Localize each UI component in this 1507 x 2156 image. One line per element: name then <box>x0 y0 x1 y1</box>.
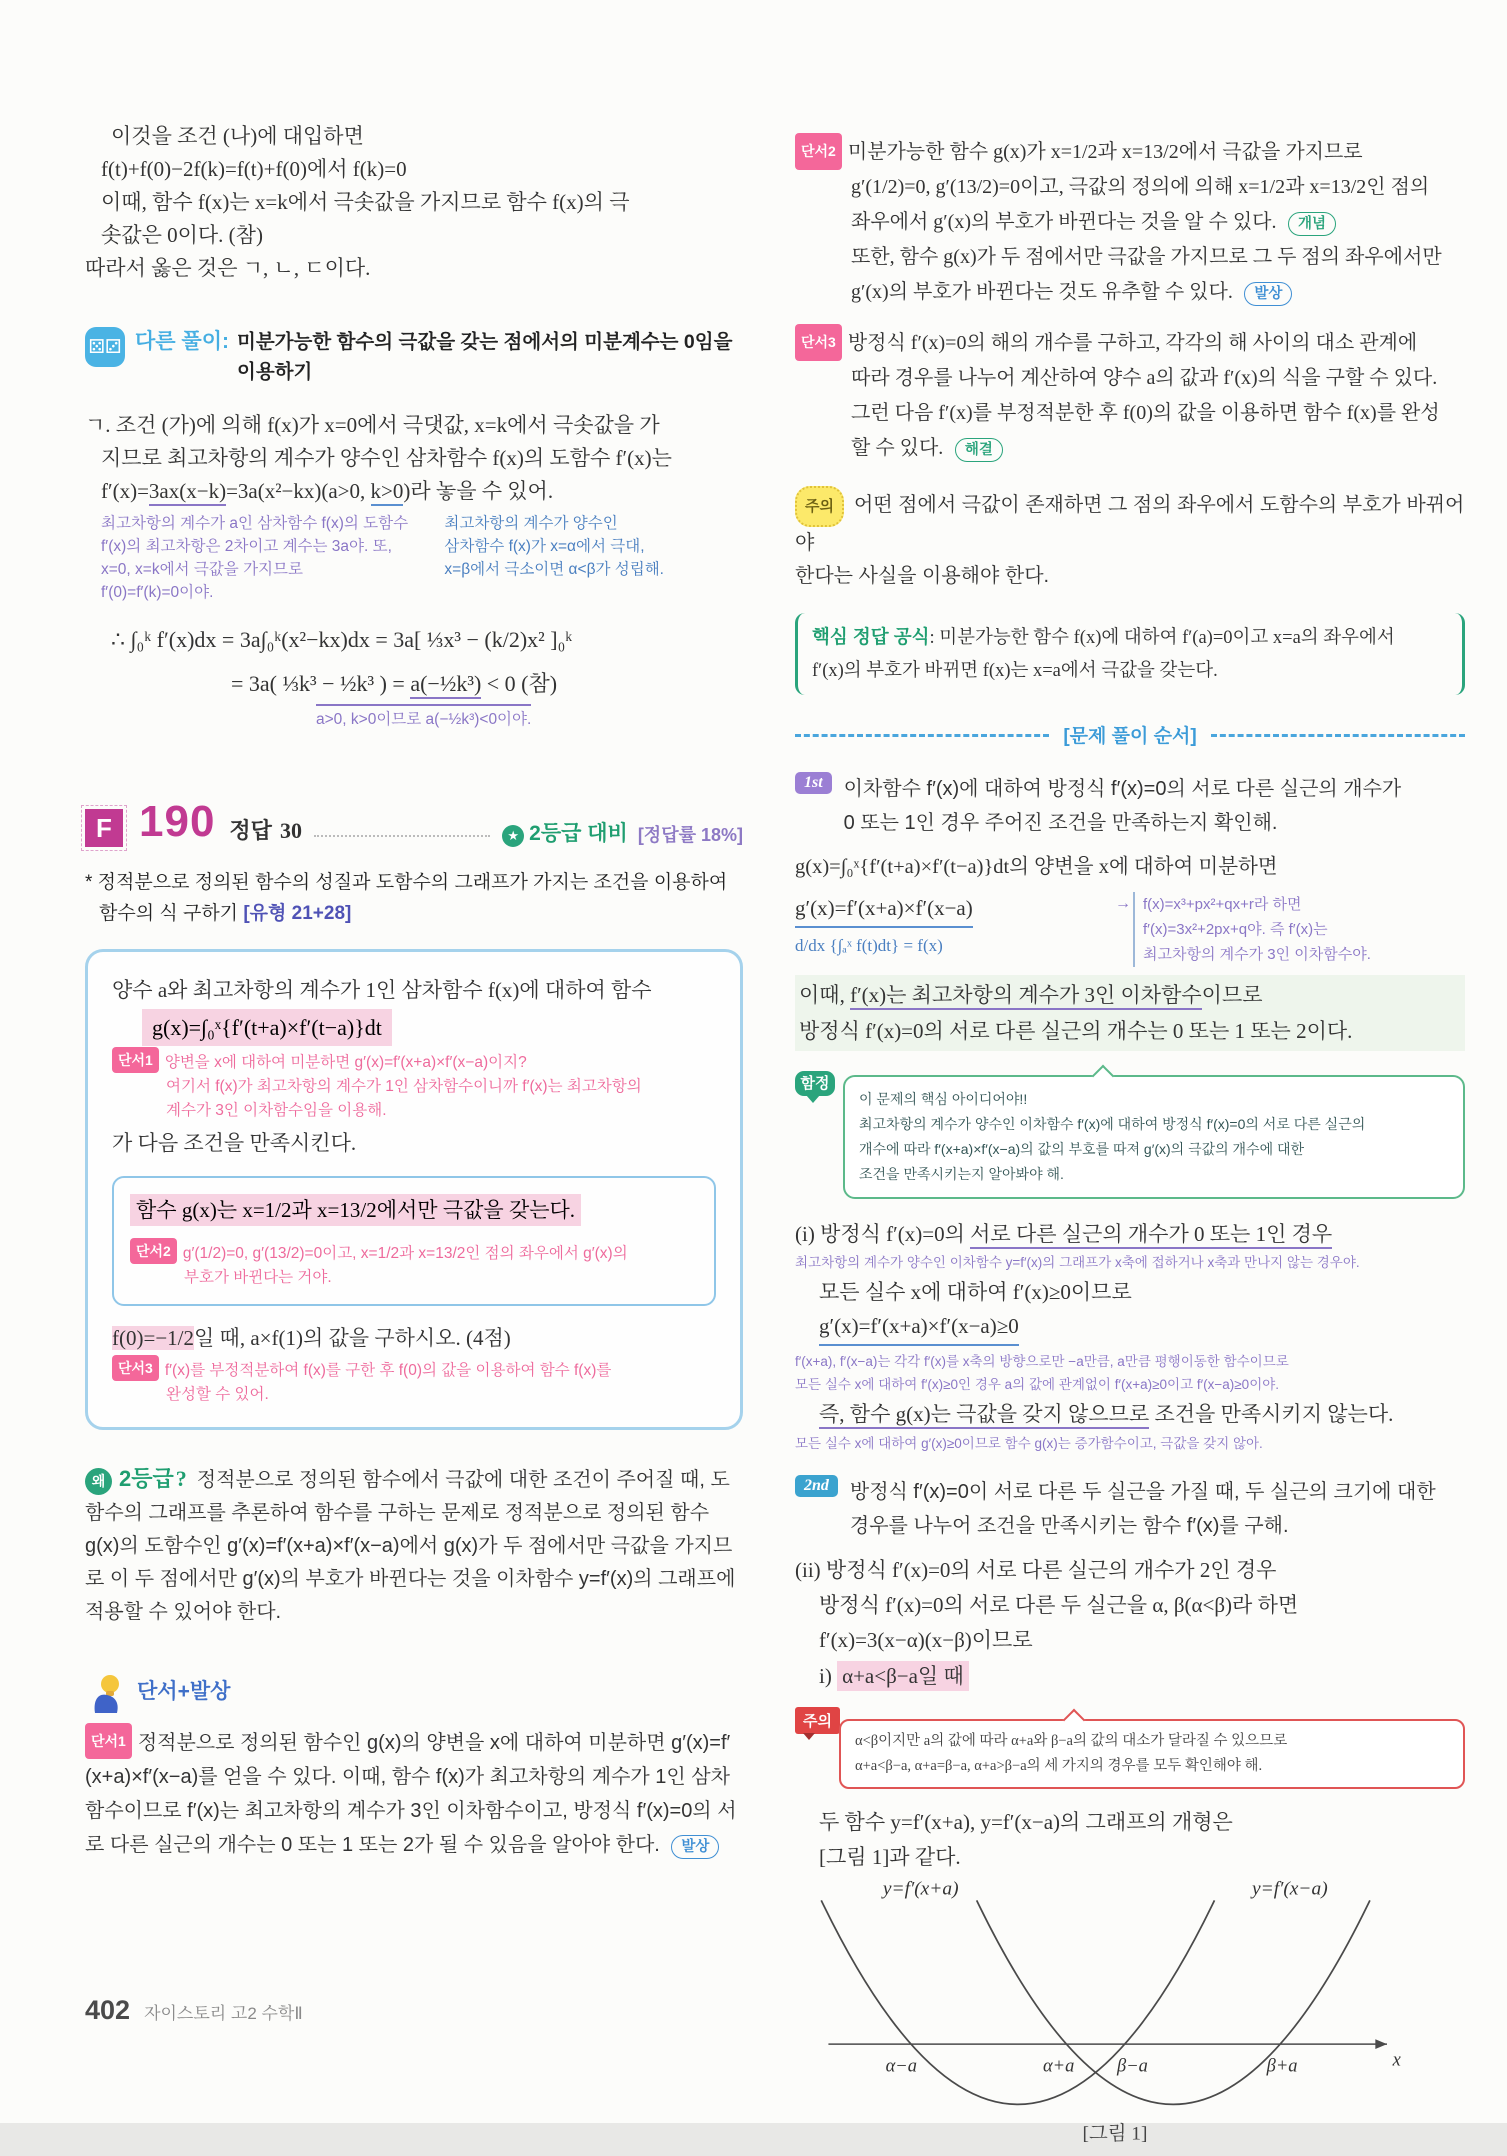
trap-section <box>795 1075 1465 1199</box>
caution-note <box>795 486 1465 593</box>
caution2-section <box>795 1713 1465 1789</box>
underlined-math: a(−½k³) <box>410 671 481 699</box>
tick-beta-plus-a: β+a <box>1266 2055 1298 2076</box>
dice-icon: ⚄⚂ <box>85 327 125 367</box>
why-grade2-section <box>85 1462 743 1629</box>
parabola-f-prime-x-plus-a <box>821 1900 1214 2104</box>
inequality-wrap <box>795 1310 1465 1346</box>
caution2-bubble <box>839 1719 1465 1789</box>
math-seg: < 0 (참) <box>481 671 558 696</box>
text-line: 따라서 옳은 것은 ㄱ, ㄴ, ㄷ이다. <box>85 256 371 280</box>
caution2-line: α<β이지만 a의 값에 따라 α+a와 β−a의 값의 대소가 달라질 수 있으므로 <box>855 1733 1288 1749</box>
tick-alpha-plus-a: α+a <box>1042 2055 1075 2076</box>
text-seg: (i) 방정식 f′(x)=0의 <box>795 1222 971 1246</box>
dashed-rule <box>1211 733 1465 737</box>
answer-label: 정답 <box>229 818 272 843</box>
key-formula-title: 핵심 정답 공식 <box>812 626 930 647</box>
clue1-note <box>112 1047 716 1123</box>
curve-label-left: y=f′(x+a) <box>882 1878 959 1900</box>
math-line <box>85 475 743 508</box>
math-seg: = 3a( ⅓k³ − ½k³ ) = <box>231 671 411 696</box>
note-line: f′(x)의 최고차항은 2차이고 계수는 3a야. 또, <box>101 538 392 555</box>
dashed-rule <box>795 733 1049 737</box>
text-line: (ii) 방정식 f′(x)=0의 서로 다른 실근의 개수가 2인 경우 <box>795 1558 1277 1582</box>
text-line: 한다는 사실을 이용해야 한다. <box>795 565 1050 587</box>
clue-idea-section <box>85 1671 743 1862</box>
condition-box <box>112 1176 716 1306</box>
topic-text-1: * 정적분으로 정의된 함수의 성질과 도함수의 그래프가 가지는 조건을 이용하여 <box>85 872 728 893</box>
text-line: 모든 실수 x에 대하여 f′(x)≥0이므로 <box>819 1280 1132 1304</box>
alt-title-line1: 미분가능한 함수의 극값을 갖는 점에서의 미분계수는 0임을 <box>236 331 733 353</box>
text-line: ㄱ. 조건 (가)에 의해 f(x)가 x=0에서 극댓값, x=k에서 극솟값을 가 <box>85 413 660 437</box>
math-line: g(x)=∫₀ˣ{f′(t+a)×f′(t−a)}dt의 양변을 x에 대하여 미분하면 <box>795 856 1278 878</box>
text-seg: 방정식 f′(x)=0의 해의 개수를 구하고, 각각의 해 사이의 대소 관계에 <box>847 332 1418 354</box>
why-grade2-body <box>85 1462 743 1629</box>
text-line: 솟값은 0이다. (참) <box>101 223 263 247</box>
note-line: 최고차항의 계수가 3인 이차함수야. <box>1143 946 1371 963</box>
text-seg: 할 수 있다. <box>851 437 944 459</box>
text-seg: g′(x)의 부호가 바뀐다는 것도 유추할 수 있다. <box>851 281 1233 303</box>
derivative-note <box>1115 892 1371 967</box>
parabola-figure <box>795 1879 1435 2151</box>
alt-solution-header <box>85 327 743 387</box>
clue3-note <box>112 1355 716 1407</box>
underlined-text: 서로 다른 실근의 개수가 0 또는 1인 경우 <box>970 1222 1332 1249</box>
text-seg: i) <box>819 1664 838 1688</box>
text-seg: 이때, <box>799 983 851 1007</box>
dotted-leader <box>314 813 490 837</box>
solution-order-divider <box>795 721 1465 748</box>
answer-value: 30 <box>279 818 302 843</box>
alt-title-line2: 이용하기 <box>236 361 313 383</box>
annotation-row <box>85 512 743 604</box>
annotation-left <box>85 512 444 604</box>
text-seg: 이므로 <box>1201 983 1263 1007</box>
clue-idea-header <box>85 1671 743 1713</box>
question-line <box>112 1322 716 1355</box>
math-seg: )라 놓을 수 있어. <box>403 479 554 503</box>
text-line: 방정식 f′(x)=0의 서로 다른 실근의 개수는 0 또는 1 또는 2이다. <box>799 1019 1353 1043</box>
question-rest: 일 때, a×f(1)의 값을 구하시오. (4점) <box>194 1326 511 1350</box>
case-i-section <box>795 1217 1465 1455</box>
clue3-badge: 단서3 <box>795 324 842 361</box>
note-line: 최고차항의 계수가 양수인 이차함수 y=f′(x)의 그래프가 x축에 접하거나 x축과 만나지 않는 경우야. <box>795 1255 1360 1270</box>
note-line: 최고차항의 계수가 양수인 <box>444 515 618 532</box>
idea-icon <box>85 1671 127 1713</box>
idea-end-badge: 발상 <box>671 1835 719 1859</box>
text-seg: 좌우에서 g′(x)의 부호가 바뀐다는 것을 알 수 있다. <box>851 211 1277 233</box>
parabola-f-prime-x-minus-a <box>977 1900 1370 2104</box>
math-line <box>111 664 743 704</box>
insight-badge: 발상 <box>1244 282 1292 306</box>
clue2-badge: 단서2 <box>795 133 842 170</box>
inequality-formula: g′(x)=f′(x+a)×f′(x−a)≥0 <box>819 1310 1019 1346</box>
tick-beta-minus-a: β−a <box>1117 2055 1148 2076</box>
note-line: 삼차함수 f(x)가 x=α에서 극대, <box>444 538 645 555</box>
axis-label-x: x <box>1392 2049 1401 2070</box>
clue-text: 부호가 바뀐다는 거야. <box>184 1269 332 1286</box>
clue3-badge: 단서3 <box>112 1355 159 1381</box>
derivative-row <box>795 892 1465 967</box>
text-line: 방정식 f′(x)=0의 서로 다른 두 실근을 α, β(α<β)라 하면 <box>819 1593 1299 1617</box>
text-line: 두 함수 y=f′(x+a), y=f′(x−a)의 그래프의 개형은 <box>819 1810 1233 1834</box>
math-seg: =3a(x²−kx)(a>0, <box>226 479 371 503</box>
clue-text: 완성할 수 있어. <box>166 1386 269 1403</box>
integral-derivation <box>85 620 743 731</box>
solution-intro <box>85 120 743 285</box>
text-line: 그런 다음 f′(x)를 부정적분한 후 f(0)의 값을 이용하면 함수 f(x)를 완성 <box>851 402 1440 424</box>
note-wrap <box>111 704 743 731</box>
math-line: ∴ ∫₀ᵏ f′(x)dx = 3a∫₀ᵏ(x²−kx)dx = 3a[ ⅓x³ − (k/2)x² ]₀ᵏ <box>111 627 573 652</box>
answer-rate: [정답률 18%] <box>637 825 743 845</box>
trap-line: 개수에 따라 f′(x+a)×f′(x−a)의 값의 부호를 따져 g′(x)의 극값의 개수에 대한 <box>859 1141 1305 1157</box>
clue2-note <box>130 1238 698 1290</box>
text-line <box>795 275 1465 310</box>
clue-idea-body <box>85 1723 743 1862</box>
note-line: 모든 실수 x에 대하여 g′(x)≥0이므로 함수 g(x)는 증가함수이고, 극값을 갖지 않아. <box>795 1436 1263 1451</box>
underlined-text: f′(x)는 최고차항의 계수가 3인 이차함수 <box>850 983 1202 1010</box>
text-seg: 조건을 만족시키지 않는다. <box>1149 1402 1394 1426</box>
grade-label: 2등급 대비 <box>529 822 628 845</box>
step1-badge: 1st <box>795 772 832 794</box>
note-line: f(x)=x³+px²+qx+r라 하면 <box>1143 896 1302 913</box>
clue-text: 여기서 f(x)가 최고차항의 계수가 1인 삼차함수이니까 f′(x)는 최고차항의 <box>166 1078 642 1095</box>
step-text: 경우를 나누어 조건을 만족시키는 함수 f′(x)를 구해. <box>849 1515 1289 1537</box>
note-line: f′(x+a), f′(x−a)는 각각 f′(x)를 x축의 방향으로만 −a만큼, a만큼 평행이동한 함수이므로 <box>795 1354 1289 1369</box>
text-line <box>795 431 1465 466</box>
clue1-badge: 단서1 <box>112 1047 159 1073</box>
question-highlight: f(0)=−1/2 <box>112 1326 195 1350</box>
formula-wrap <box>142 1015 716 1041</box>
key-formula-box <box>795 613 1465 695</box>
solution-order-label: [문제 풀이 순서] <box>1063 726 1197 747</box>
topic-seg: 함수의 식 구하기 <box>99 903 244 924</box>
text-line <box>795 205 1465 240</box>
step2-section <box>795 1475 1465 1543</box>
topic-type-tag: [유형 21+28] <box>243 903 352 924</box>
problem-header <box>85 797 743 847</box>
problem-text: 양수 a와 최고차항의 계수가 1인 삼차함수 f(x)에 대하여 함수 <box>112 978 652 1002</box>
x-axis-arrow <box>1375 2039 1387 2049</box>
topic-line <box>85 867 743 929</box>
derivative-formula: g′(x)=f′(x+a)×f′(x−a) <box>795 892 973 928</box>
derivative-rule-note: d/dx {∫ₐˣ f(t)dt} = f(x) <box>795 936 943 955</box>
note-line: f′(0)=f′(k)=0이야. <box>101 584 214 601</box>
right-column <box>795 0 1465 2156</box>
problem-number: 190 <box>139 797 216 846</box>
text-line: 지므로 최고차항의 계수가 양수인 삼차함수 f(x)의 도함수 f′(x)는 <box>101 446 672 470</box>
alt-solution-body <box>85 409 743 731</box>
key-formula-text: : 미분가능한 함수 f(x)에 대하여 f′(a)=0이고 x=a의 좌우에서 <box>929 628 1395 648</box>
curve-label-right: y=f′(x−a) <box>1252 1878 1328 1900</box>
text-seg: 미분가능한 함수 g(x)가 x=1/2과 x=13/2에서 극값을 가지므로 <box>847 141 1363 163</box>
step-text: 0 또는 1인 경우 주어진 조건을 만족하는지 확인해. <box>843 812 1278 834</box>
graph-intro <box>795 1805 1465 1875</box>
conclusion-lines <box>795 975 1465 1051</box>
underlined-math: 3ax(x−k) <box>149 479 226 506</box>
derivative-left <box>795 892 1115 967</box>
step2-badge: 2nd <box>795 1475 838 1497</box>
condition-text: 함수 g(x)는 x=1/2과 x=13/2에서만 극값을 갖는다. <box>130 1194 581 1226</box>
page-number: 402 <box>85 1995 131 2025</box>
alt-solution-title <box>237 327 732 387</box>
step-text: 방정식 f′(x)=0이 서로 다른 두 실근을 가질 때, 두 실근의 크기에 대한 <box>849 1481 1436 1503</box>
text-line: [그림 1]과 같다. <box>819 1845 961 1869</box>
solve-badge: 해결 <box>955 438 1003 462</box>
case-ii-section <box>795 1553 1465 1695</box>
star-icon: ★ <box>502 825 524 847</box>
clue3-explained <box>795 324 1465 466</box>
note-line: a>0, k>0이므로 a(−½k³)<0이야. <box>316 704 531 731</box>
subcase-highlight: α+a<β−a일 때 <box>837 1661 969 1691</box>
idea-text: 정적분으로 정의된 함수인 g(x)의 양변을 x에 대하여 미분하면 g′(x)=f′(x+a)×f′(x−a)를 얻을 수 있다. 이때, 함수 f(x)가 최고차항의 계수가 1인 삼차함수이므로 f′(x)는 최고차항의 계수가 3인 이차함수이고, 방정식 f′(x)=0의 서로 다른 실근의 개수는 0 또는 1 또는 2가 될 수 있음을 알아야 한다. <box>85 1732 737 1856</box>
clue-idea-title: 단서+발상 <box>137 1680 231 1703</box>
text-line: f′(x)=3(x−α)(x−β)이므로 <box>819 1628 1033 1652</box>
caution-badge: 주의 <box>795 486 844 527</box>
alt-solution-label: 다른 풀이: <box>135 330 229 353</box>
trap-bubble <box>843 1075 1465 1199</box>
caution2-badge: 주의 <box>795 1707 840 1734</box>
text-line: g′(1/2)=0, g′(13/2)=0이고, 극값의 정의에 의해 x=1/2과 x=13/2인 점의 <box>851 176 1430 198</box>
book-title: 자이스토리 고2 수학Ⅱ <box>144 2004 303 2023</box>
concept-badge: 개념 <box>1288 212 1336 236</box>
underlined-text: 즉, 함수 g(x)는 극값을 갖지 않으므로 <box>819 1402 1149 1429</box>
trap-line: 조건을 만족시키는지 알아봐야 해. <box>859 1166 1064 1182</box>
problem-text: 가 다음 조건을 만족시킨다. <box>112 1131 357 1155</box>
clue-text: 계수가 3인 이차함수임을 이용해. <box>166 1102 387 1119</box>
text-line: 따라 경우를 나누어 계산하여 양수 a의 값과 f′(x)의 식을 구할 수 있다. <box>851 367 1438 389</box>
math-line: f(t)+f(0)−2f(k)=f(t)+f(0)에서 f(k)=0 <box>101 157 407 181</box>
trap-line: 최고차항의 계수가 양수인 이차함수 f′(x)에 대하여 방정식 f′(x)=0의 서로 다른 실근의 <box>859 1116 1366 1132</box>
page-footer <box>85 1995 303 2026</box>
trap-line: 이 문제의 핵심 아이디어야!! <box>859 1091 1028 1107</box>
text-line: 이때, 함수 f(x)는 x=k에서 극솟값을 가지므로 함수 f(x)의 극 <box>101 190 630 214</box>
idea-clue1-badge: 단서1 <box>85 1723 132 1759</box>
text-line: 또한, 함수 g(x)가 두 점에서만 극값을 가지므로 그 두 점의 좌우에서만 <box>851 246 1442 268</box>
figure-1 <box>795 1879 1465 2156</box>
figure-caption: [그림 1] <box>1082 2123 1148 2145</box>
note-line: x=β에서 극소이면 α<β가 성립해. <box>444 561 664 578</box>
note-line: f′(x)=3x²+2px+q야. 즉 f′(x)는 <box>1143 921 1328 938</box>
clue2-explained <box>795 133 1465 310</box>
why-title: 2등급 <box>119 1466 174 1491</box>
problem-letter-badge: F <box>85 809 123 847</box>
defined-integral-formula: g(x)=∫₀ˣ{f′(t+a)×f′(t−a)}dt <box>142 1009 392 1046</box>
underlined-math: k>0 <box>371 479 404 506</box>
why-question-mark: ? <box>175 1466 187 1491</box>
key-formula-text: f′(x)의 부호가 바뀌면 f(x)는 x=a에서 극값을 갖는다. <box>812 661 1218 681</box>
caution2-line: α+a<β−a, α+a=β−a, α+a>β−a의 세 가지의 경우를 모두 확인해야 해. <box>855 1758 1263 1774</box>
problem-box <box>85 949 743 1430</box>
annotation-right <box>444 512 743 604</box>
condition-wrap <box>130 1192 698 1228</box>
note-line: 모든 실수 x에 대하여 f′(x)≥0인 경우 a의 값에 관계없이 f′(x+a)≥0이고 f′(x−a)≥0이야. <box>795 1377 1280 1392</box>
clue-text: g′(1/2)=0, g′(13/2)=0이고, x=1/2과 x=13/2인 점의 좌우에서 g′(x)의 <box>182 1245 628 1262</box>
math-seg: f′(x)= <box>101 479 149 503</box>
why-text: 정적분으로 정의된 함수에서 극값에 대한 조건이 주어질 때, 도함수의 그래프를 추론하여 함수를 구하는 문제로 정적분으로 정의된 함수 g(x)의 도함수인 g′(x)=f′(x+a)×f′(x−a)에서 g(x)가 두 점에서만 극값을 가지므로 이 두 점에서만 g′(x)의 부호가 바뀐다는 것을 이차함수 y=f′(x)의 그래프에 적용할 수 있어야 한다. <box>85 1469 736 1623</box>
why-icon: 왜 <box>85 1468 112 1495</box>
note-line: x=0, x=k에서 극값을 가지므로 <box>101 561 303 578</box>
tick-alpha-minus-a: α−a <box>885 2055 917 2076</box>
clue-text: 양변을 x에 대하여 미분하면 g′(x)=f′(x+a)×f′(x−a)이지? <box>164 1054 527 1071</box>
arrow-icon: → <box>1115 895 1131 912</box>
step1-section <box>795 772 1465 1051</box>
trap-badge: 함정 <box>795 1071 835 1096</box>
topic-text-2 <box>85 898 743 929</box>
left-column <box>85 0 743 1862</box>
clue2-badge: 단서2 <box>130 1238 177 1264</box>
clue-text: f′(x)를 부정적분하여 f(x)를 구한 후 f(0)의 값을 이용하여 함수 f(x)를 <box>164 1362 612 1379</box>
note-line: 최고차항의 계수가 a인 삼차함수 f(x)의 도함수 <box>101 515 409 532</box>
text-seg: 어떤 점에서 극값이 존재하면 그 점의 좌우에서 도함수의 부호가 바뀌어야 <box>795 494 1465 554</box>
text-line: 이것을 조건 (나)에 대입하면 <box>111 124 364 148</box>
step-text: 이차함수 f′(x)에 대하여 방정식 f′(x)=0의 서로 다른 실근의 개수가 <box>843 778 1402 800</box>
